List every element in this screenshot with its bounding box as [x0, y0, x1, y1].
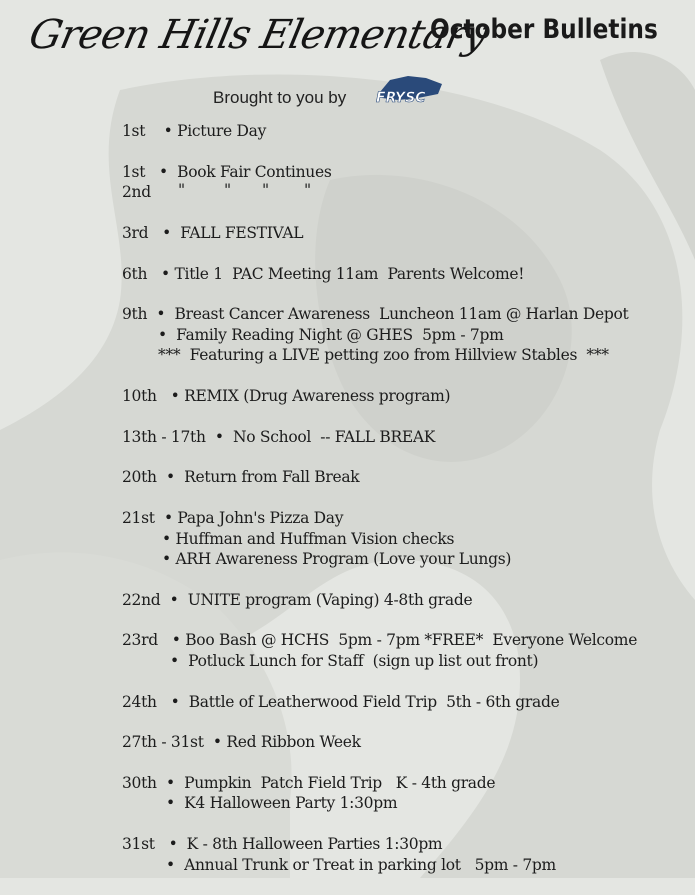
frysc-logo	[368, 72, 446, 114]
event-item	[122, 732, 637, 752]
event-item	[122, 590, 637, 610]
event-line: 1st • Book Fair Continues	[122, 162, 332, 181]
event-item	[122, 386, 637, 406]
event-item	[122, 427, 637, 447]
event-line: 27th - 31st • Red Ribbon Week	[122, 733, 361, 752]
ditto-mark: "	[304, 181, 311, 200]
event-line: • Huffman and Huffman Vision checks	[162, 529, 455, 548]
event-line: *** Featuring a LIVE petting zoo from Hillview Stables ***	[158, 346, 609, 365]
event-item	[122, 692, 637, 712]
event-line: 13th - 17th • No School -- FALL BREAK	[122, 427, 436, 446]
event-line: 2nd	[122, 183, 151, 202]
event-item	[122, 834, 637, 875]
event-line: 31st • K - 8th Halloween Parties 1:30pm	[122, 835, 443, 854]
event-line: 3rd • FALL FESTIVAL	[122, 223, 304, 242]
event-line: 24th • Battle of Leatherwood Field Trip 5th - 6th grade	[122, 692, 560, 711]
event-line: 30th • Pumpkin Patch Field Trip K - 4th grade	[122, 774, 496, 793]
event-item	[122, 773, 637, 814]
ditto-mark: "	[224, 181, 231, 200]
event-line: 22nd • UNITE program (Vaping) 4-8th grade	[122, 590, 473, 609]
sponsor-text: Brought to you by	[213, 88, 347, 107]
event-item	[122, 264, 637, 284]
school-name: Green Hills Elementary	[25, 12, 491, 58]
event-item	[122, 223, 637, 243]
events-list	[122, 121, 637, 895]
event-item	[122, 508, 637, 569]
event-line: • Family Reading Night @ GHES 5pm - 7pm	[158, 325, 504, 344]
event-line: 10th • REMIX (Drug Awareness program)	[122, 386, 451, 405]
event-line: • Potluck Lunch for Staff (sign up list out front)	[170, 651, 539, 670]
frysc-logo-text: FRYSC	[376, 90, 426, 106]
event-line: 20th • Return from Fall Break	[122, 468, 360, 487]
ditto-marks	[122, 182, 322, 202]
event-line: 21st • Papa John's Pizza Day	[122, 509, 344, 528]
event-line: • Annual Trunk or Treat in parking lot 5pm - 7pm	[166, 855, 556, 874]
event-line: 6th • Title 1 PAC Meeting 11am Parents Welcome!	[122, 264, 525, 283]
event-line: 1st • Picture Day	[122, 122, 267, 140]
ditto-mark: "	[178, 181, 185, 200]
event-item	[122, 630, 637, 671]
bulletin-title: October Bulletins	[430, 14, 658, 45]
event-item	[122, 304, 637, 365]
event-line: 9th • Breast Cancer Awareness Luncheon 11am @ Harlan Depot	[122, 305, 629, 324]
event-line: • ARH Awareness Program (Love your Lungs)	[162, 549, 512, 568]
event-line: • K4 Halloween Party 1:30pm	[166, 794, 398, 813]
event-line: 23rd • Boo Bash @ HCHS 5pm - 7pm *FREE* Everyone Welcome	[122, 631, 638, 650]
event-item	[122, 121, 637, 141]
ditto-mark: "	[262, 181, 269, 200]
event-item	[122, 467, 637, 487]
event-item	[122, 162, 637, 203]
